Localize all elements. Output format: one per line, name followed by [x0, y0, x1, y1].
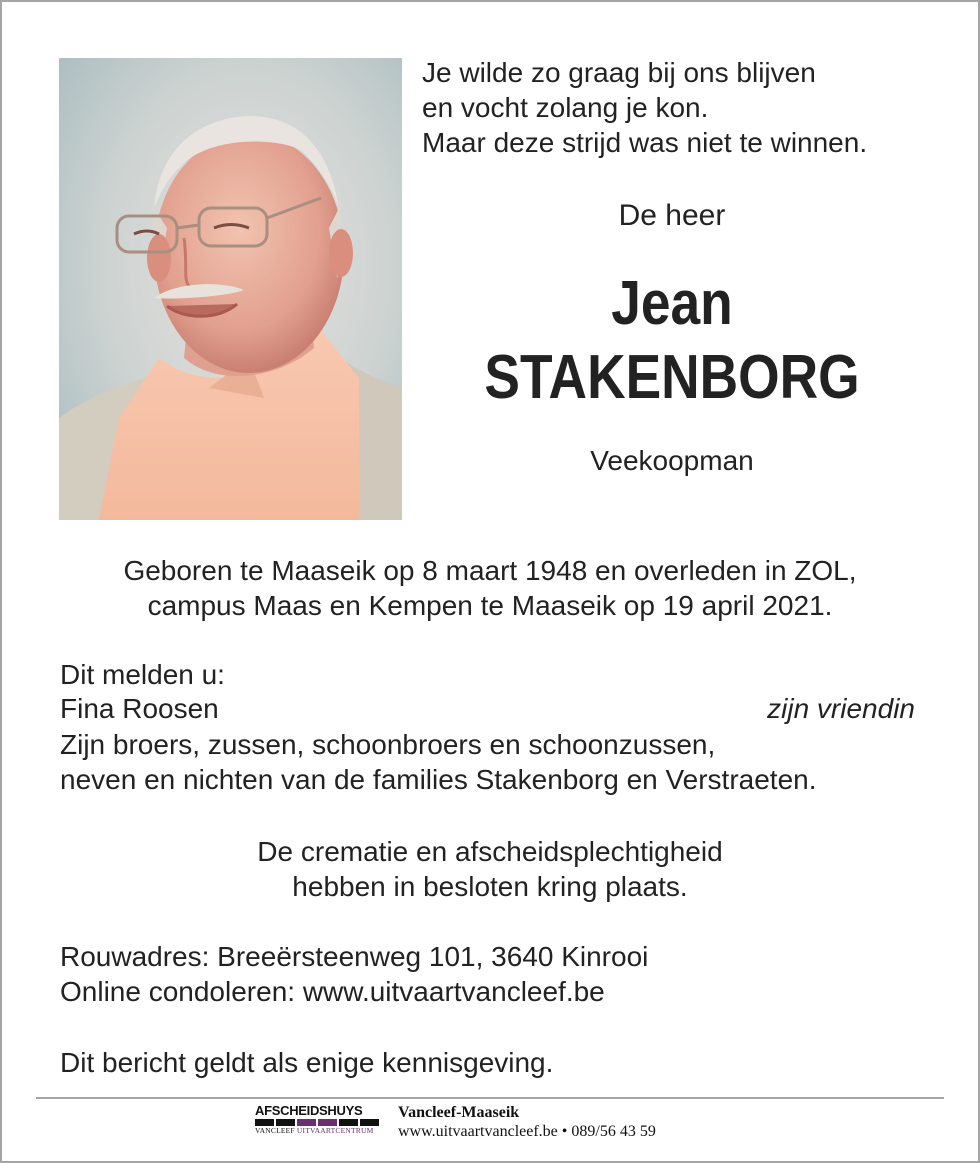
funeral-home-contact: www.uitvaartvancleef.be • 089/56 43 59	[398, 1123, 656, 1140]
footer-divider	[36, 1097, 944, 1099]
poem-line: Maar deze strijd was niet te winnen.	[422, 127, 868, 158]
logo-title: AFSCHEIDSHUYS	[255, 1103, 363, 1118]
mourner-name: Fina Roosen	[60, 693, 219, 724]
poem	[422, 55, 867, 160]
portrait-photo	[59, 58, 402, 520]
portrait-illustration	[59, 58, 402, 520]
logo-sub: UITVAARTCENTRUM	[296, 1126, 374, 1135]
mourner-row	[60, 691, 915, 726]
salutation: De heer	[618, 199, 726, 232]
birth-death-line: Geboren te Maaseik op 8 maart 1948 en overleden in ZOL,	[123, 555, 857, 586]
ceremony-text	[40, 834, 940, 904]
funeral-home-info	[398, 1103, 656, 1142]
online-condolence: Online condoleren: www.uitvaartvancleef.be	[60, 976, 605, 1007]
family-lines	[60, 727, 817, 797]
last-name: STAKENBORG	[484, 343, 860, 412]
notice-text: Dit bericht geldt als enige kennisgeving.	[60, 1047, 554, 1078]
contact-info	[60, 939, 648, 1009]
birth-death-line: campus Maas en Kempen te Maaseik op 19 april 2021.	[147, 590, 833, 621]
family-line: Zijn broers, zussen, schoonbroers en schoonzussen,	[60, 729, 716, 760]
logo-bars	[255, 1119, 381, 1126]
logo-brand: VANCLEEF	[255, 1126, 295, 1135]
ceremony-line: hebben in besloten kring plaats.	[292, 871, 688, 902]
logo-subtitle	[255, 1126, 381, 1136]
poem-line: en vocht zolang je kon.	[422, 92, 709, 123]
birth-death-text	[40, 553, 940, 623]
mourning-address: Rouwadres: Breeërsteenweg 101, 3640 Kinrooi	[60, 941, 649, 972]
family-line: neven en nichten van de families Stakenborg en Verstraeten.	[60, 764, 817, 795]
poem-line: Je wilde zo graag bij ons blijven	[422, 57, 816, 88]
announcement-intro: Dit melden u:	[60, 659, 225, 690]
mourner-relation: zijn vriendin	[767, 693, 915, 724]
first-name: Jean	[611, 269, 733, 338]
funeral-home-logo	[255, 1104, 381, 1136]
profession: Veekoopman	[590, 445, 754, 476]
funeral-home-name: Vancleef-Maaseik	[398, 1104, 520, 1121]
ceremony-line: De crematie en afscheidsplechtigheid	[257, 836, 723, 867]
